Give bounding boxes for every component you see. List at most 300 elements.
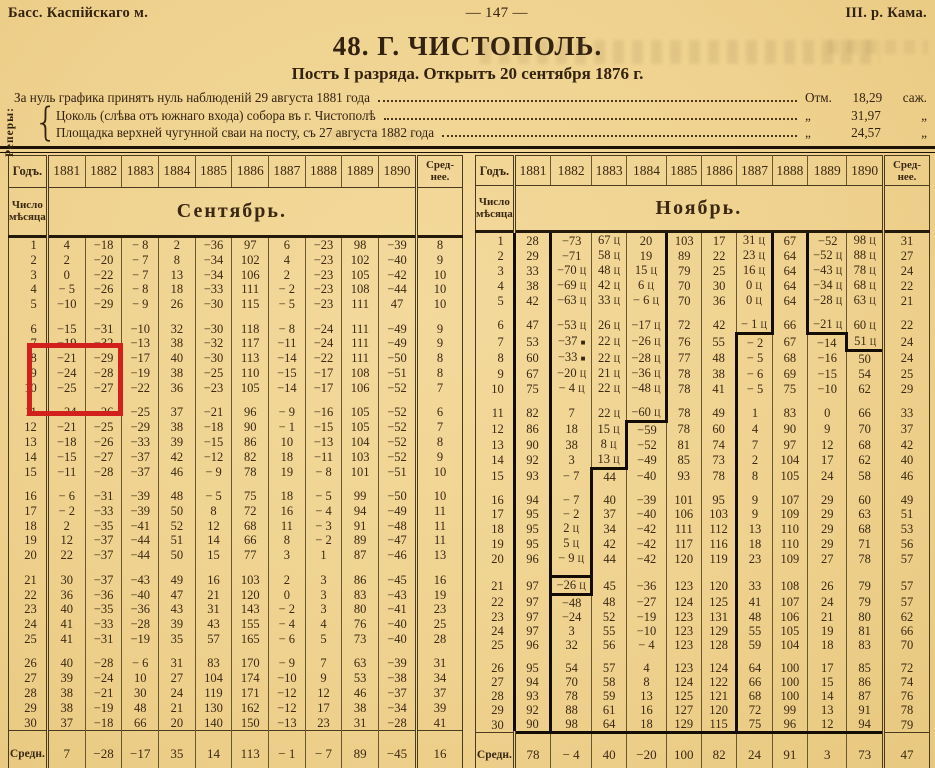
table-row xyxy=(9,587,463,602)
value-cell: 131 xyxy=(701,610,736,624)
ice-drift-marker: Ц xyxy=(579,581,586,591)
value-cell: 80 xyxy=(847,610,884,624)
value-cell: 100 xyxy=(772,689,807,703)
mean-cell: 11 xyxy=(417,533,463,548)
year-cell: 1888 xyxy=(772,156,807,186)
value-cell xyxy=(378,563,416,573)
page-subtitle: Постъ I разряда. Открытъ 20 сентября 1876 г. xyxy=(291,64,644,83)
value-cell: 18 xyxy=(627,717,666,733)
value-cell: 78 xyxy=(847,551,884,566)
year-cell: 1889 xyxy=(808,156,847,186)
value-cell: −13 xyxy=(122,336,159,351)
value-cell: −34 xyxy=(195,267,232,282)
value-cell: 25 xyxy=(701,263,736,278)
value-cell xyxy=(514,308,551,317)
mean-cell: 22 xyxy=(884,317,930,334)
value-cell: −50 xyxy=(378,351,416,366)
value-cell: 87 xyxy=(342,548,379,563)
mean-cell: 9 xyxy=(417,336,463,351)
mean-header-cell xyxy=(417,187,463,236)
day-label-cell: Число мѣсяца xyxy=(9,187,48,236)
value-unit: саж. xyxy=(902,90,927,105)
value-cell: −43 xyxy=(122,572,159,587)
value-cell: 66 xyxy=(772,317,807,334)
table-row xyxy=(476,278,930,293)
value-cell: 35 xyxy=(159,731,196,768)
value-cell: 78 xyxy=(551,689,592,703)
value-cell: 2 xyxy=(47,518,85,533)
value-cell: 94 xyxy=(514,675,551,689)
value-cell: 90 xyxy=(772,422,807,438)
value-cell: − 6 xyxy=(737,366,772,381)
value-cell: −18 xyxy=(47,435,85,450)
value-cell: 108 xyxy=(772,577,807,595)
value-cell: −10 xyxy=(808,381,847,396)
value-cell: −28 xyxy=(85,656,122,671)
value-cell: 117 xyxy=(232,336,269,351)
table-row xyxy=(9,518,463,533)
ice-drift-marker: Ц xyxy=(579,320,587,331)
value-cell: −28 Ц xyxy=(627,350,666,366)
mean-header-cell: Сред- нее. xyxy=(417,156,463,188)
value-cell: −23 xyxy=(305,267,342,282)
value-cell: −37 xyxy=(122,449,159,464)
value-cell: −46 xyxy=(378,548,416,563)
value-cell: 82 xyxy=(232,449,269,464)
day-cell xyxy=(476,308,515,317)
benchmark-line xyxy=(56,107,929,124)
value-cell: 43 xyxy=(195,617,232,632)
day-cell xyxy=(476,566,515,577)
value-cell xyxy=(269,395,306,405)
value-cell: −42 xyxy=(378,267,416,282)
value-cell: 106 xyxy=(666,507,701,521)
value-cell: 26 Ц xyxy=(591,317,626,334)
mean-row xyxy=(476,733,930,768)
day-cell: 12 xyxy=(491,422,504,437)
day-cell: 20 xyxy=(24,548,37,563)
value-cell: 120 xyxy=(666,551,701,566)
value-cell xyxy=(591,484,626,493)
value-cell: −26 Ц xyxy=(627,334,666,351)
year-cell: 1887 xyxy=(269,156,306,188)
mean-cell: 11 xyxy=(417,518,463,533)
value-cell xyxy=(847,396,884,405)
value-cell: 68 xyxy=(232,518,269,533)
value-cell: −27 xyxy=(627,595,666,611)
value-cell: −10 xyxy=(122,321,159,336)
value-cell: 77 xyxy=(232,548,269,563)
day-cell xyxy=(476,652,515,661)
value-cell: 17 xyxy=(808,661,847,675)
value-cell: −20 Ц xyxy=(551,366,592,381)
value-cell: 120 xyxy=(701,703,736,717)
value-cell xyxy=(342,646,379,656)
value-cell: −36 Ц xyxy=(627,366,666,381)
value-cell: 13 xyxy=(808,703,847,717)
value-cell: 8 xyxy=(737,469,772,485)
value-cell: −45 xyxy=(378,572,416,587)
value-cell: −32 xyxy=(195,336,232,351)
value-cell: 3 xyxy=(808,733,847,768)
value-cell: −52 xyxy=(378,381,416,396)
table-row xyxy=(9,321,463,336)
value-cell: −26 xyxy=(85,435,122,450)
day-cell: 14 xyxy=(24,449,37,464)
value-cell: 98 xyxy=(342,236,379,252)
day-cell: 24 xyxy=(24,617,37,632)
value-cell: − 6 xyxy=(122,656,159,671)
day-cell: 15 xyxy=(491,469,504,484)
mean-cell: 31 xyxy=(884,232,930,249)
value-cell: 38 xyxy=(701,366,736,381)
value-cell: 27 xyxy=(159,671,196,686)
value-cell: −52 xyxy=(378,435,416,450)
ice-drift-marker: Ц xyxy=(613,424,620,435)
day-cell: 16 xyxy=(24,489,37,503)
value-cell: 24 xyxy=(159,686,196,701)
value-cell: −18 xyxy=(85,236,122,252)
value-cell: 17 xyxy=(305,700,342,715)
mean-cell: 25 xyxy=(884,366,930,381)
value-cell xyxy=(772,566,807,577)
mean-cell: 8 xyxy=(417,351,463,366)
value-cell: 33 xyxy=(514,263,551,278)
ice-drift-marker: Ц xyxy=(654,337,661,348)
value-cell: 16 xyxy=(627,703,666,717)
value-cell: 102 xyxy=(342,252,379,267)
benchmark-value xyxy=(805,124,929,141)
mean-cell: 49 xyxy=(884,493,930,507)
table-row xyxy=(9,464,463,479)
value-cell xyxy=(47,312,85,322)
value-cell: 99 xyxy=(342,489,379,504)
table-row xyxy=(476,366,930,381)
value-cell: 97 xyxy=(514,577,551,595)
value-cell: −19 xyxy=(122,366,159,381)
value-cell: 23 xyxy=(737,551,772,566)
value-cell: −28 xyxy=(85,464,122,479)
mean-cell: 34 xyxy=(417,671,463,686)
day-cell: 29 xyxy=(24,700,37,715)
value-cell: 93 xyxy=(666,469,701,485)
value-cell: 66 xyxy=(737,675,772,689)
mean-cell xyxy=(417,312,463,322)
ice-drift-marker: Ц xyxy=(613,455,620,465)
value-cell: 19 xyxy=(269,464,306,479)
month-cell: Сентябрь. xyxy=(47,187,416,236)
value-cell: −26 xyxy=(85,282,122,297)
year-header-row xyxy=(9,156,463,188)
zero-datum-line xyxy=(14,90,929,106)
ice-drift-marker: Ц xyxy=(869,336,877,347)
value-cell: − 4 xyxy=(551,733,592,768)
value-cell: 140 xyxy=(195,715,232,730)
value-cell: 13 xyxy=(159,267,196,282)
value-cell: 67 xyxy=(514,366,551,381)
value-cell: 93 xyxy=(514,469,551,485)
value-cell: −40 xyxy=(122,587,159,602)
value-cell: −15 xyxy=(47,449,85,464)
value-cell: −44 xyxy=(122,533,159,548)
value-cell xyxy=(47,646,85,656)
value-cell: 36 xyxy=(159,381,196,396)
value-cell: 53 xyxy=(514,334,551,351)
value-cell: 100 xyxy=(666,733,701,768)
day-cell: 10 xyxy=(491,381,504,396)
value-cell: 29 xyxy=(808,536,847,551)
value-cell: 70 xyxy=(551,675,592,689)
mean-cell: 9 xyxy=(417,252,463,267)
value-cell xyxy=(772,484,807,493)
value-cell: 55 xyxy=(701,334,736,351)
ice-drift-marker: Ц xyxy=(835,281,843,291)
value-cell xyxy=(514,652,551,661)
ice-drift-marker: Ц xyxy=(572,539,580,549)
value-cell: 124 xyxy=(666,595,701,611)
value-cell: 41 xyxy=(47,617,85,632)
value-cell: −52 xyxy=(378,405,416,420)
mean-cell: 42 xyxy=(884,437,930,452)
value-cell: −14 xyxy=(269,351,306,366)
value-cell xyxy=(701,566,736,577)
value-cell xyxy=(627,308,666,317)
ice-drift-marker: Ц xyxy=(579,369,587,379)
value-cell xyxy=(808,396,847,405)
value-cell: 18 xyxy=(269,449,306,464)
ice-drift-marker: Ц xyxy=(835,266,843,276)
value-cell: 3 xyxy=(305,572,342,587)
value-cell: 110 xyxy=(772,521,807,536)
day-cell: 2 xyxy=(497,248,504,263)
mean-cell: 8 xyxy=(417,366,463,381)
ice-drift-marker: Ц xyxy=(613,251,621,261)
day-cell: 25 xyxy=(24,631,37,646)
value-cell: 15 xyxy=(808,675,847,689)
value-cell: 81 xyxy=(847,624,884,638)
value-cell: 63 xyxy=(847,507,884,521)
value-cell: 31 Ц xyxy=(737,232,772,249)
year-cell: 1883 xyxy=(122,156,159,188)
value-cell: −10 xyxy=(269,671,306,686)
benchmark-text: Цоколь (слѣва отъ южнаго входа) собора въ г. Чистополѣ xyxy=(56,108,376,123)
value-cell: −39 xyxy=(122,503,159,518)
value-cell: 78 xyxy=(666,405,701,422)
value-cell: 38 xyxy=(159,366,196,381)
year-cell: 1886 xyxy=(232,156,269,188)
mean-cell: 10 xyxy=(417,282,463,297)
value-cell: 103 xyxy=(701,507,736,521)
value-cell: 37 xyxy=(159,405,196,420)
day-cell: 19 xyxy=(491,536,504,551)
section-divider-rule xyxy=(0,146,935,153)
group-spacer-row xyxy=(9,646,463,656)
ice-drift-marker: Ц xyxy=(654,408,661,418)
day-cell: 4 xyxy=(497,278,504,293)
value-cell: 81 xyxy=(666,437,701,452)
dot-leader xyxy=(378,99,797,102)
value-cell xyxy=(737,652,772,661)
day-cell: 7 xyxy=(30,336,37,351)
day-cell: 15 xyxy=(24,464,37,479)
mean-cell: 70 xyxy=(884,638,930,652)
table-row xyxy=(476,595,930,611)
mean-cell: 33 xyxy=(884,405,930,422)
value-cell: 47 xyxy=(514,317,551,334)
value-cell: −29 xyxy=(85,297,122,312)
ice-drift-marker: Ц xyxy=(835,251,843,261)
mean-cell: 10 xyxy=(417,489,463,504)
value-cell: 0 xyxy=(808,405,847,422)
value-cell: 66 xyxy=(847,405,884,422)
dot-leader xyxy=(442,134,797,137)
mean-cell: 66 xyxy=(884,624,930,638)
value-cell: −16 xyxy=(305,405,342,420)
value-cell: 36 xyxy=(47,587,85,602)
value-cell: − 4 xyxy=(305,503,342,518)
day-cell xyxy=(476,484,515,493)
value-cell: −27 xyxy=(85,449,122,464)
year-cell: 1881 xyxy=(47,156,85,188)
value-cell: 18 xyxy=(159,282,196,297)
value-cell: 97 xyxy=(232,236,269,252)
value-prefix: „ xyxy=(805,108,811,123)
value-cell xyxy=(85,312,122,322)
value-cell: 48 Ц xyxy=(591,263,626,278)
ice-cover-marker: ■ xyxy=(580,337,586,347)
value-cell xyxy=(666,566,701,577)
value-cell: 111 xyxy=(342,351,379,366)
value-cell: −36 xyxy=(122,602,159,617)
value-cell: − 1 xyxy=(269,731,306,768)
day-cell: 12 xyxy=(24,420,37,435)
value-cell: 110 xyxy=(772,536,807,551)
value-cell: 75 xyxy=(232,489,269,504)
value-cell: −15 xyxy=(808,366,847,381)
page-header xyxy=(0,0,935,22)
table-row xyxy=(476,689,930,703)
group-spacer-row xyxy=(476,396,930,405)
mean-cell: 21 xyxy=(884,293,930,308)
value-cell: −37 ■ xyxy=(551,334,592,351)
benchmarks-brace: { xyxy=(34,99,58,146)
value-cell: −33 ■ xyxy=(551,350,592,366)
value-cell xyxy=(269,312,306,322)
value-cell xyxy=(666,396,701,405)
value-cell: − 7 xyxy=(551,469,592,485)
value-cell: 83 xyxy=(342,587,379,602)
value-cell: 3 xyxy=(269,548,306,563)
value-cell: 30 xyxy=(701,278,736,293)
year-cell: 1882 xyxy=(551,156,592,186)
value-cell: 71 xyxy=(847,536,884,551)
value-cell: − 6 xyxy=(47,489,85,504)
ice-drift-marker: Ц xyxy=(613,408,621,419)
day-cell: 26 xyxy=(491,661,504,675)
mean-header-cell: Сред- нее. xyxy=(884,156,930,186)
value-cell: 0 Ц xyxy=(737,278,772,293)
value-cell: 18 xyxy=(737,536,772,551)
value-cell: 2 xyxy=(47,252,85,267)
mean-cell xyxy=(417,563,463,573)
day-cell: 3 xyxy=(30,267,37,282)
value-cell: 78 xyxy=(701,469,736,485)
mean-cell: 37 xyxy=(417,686,463,701)
value-cell xyxy=(772,652,807,661)
value-cell: 82 xyxy=(514,405,551,422)
value-cell: 73 xyxy=(847,733,884,768)
table-row xyxy=(9,297,463,312)
value-cell: 89 xyxy=(666,248,701,263)
value-cell: 54 xyxy=(551,661,592,675)
value-cell: 48 xyxy=(122,700,159,715)
value-cell: 107 xyxy=(772,595,807,611)
value-cell: 86 xyxy=(232,435,269,450)
value-cell: 83 xyxy=(195,656,232,671)
mean-cell xyxy=(884,396,930,405)
value-cell: 116 xyxy=(701,536,736,551)
value-cell: 64 xyxy=(772,278,807,293)
value-cell: 111 xyxy=(342,336,379,351)
day-cell: 3 xyxy=(497,263,504,278)
value-cell: 97 xyxy=(772,437,807,452)
value-cell xyxy=(232,646,269,656)
value-cell: − 8 xyxy=(122,236,159,252)
value-cell: −39 xyxy=(378,656,416,671)
value-cell: 0 Ц xyxy=(737,293,772,308)
value-cell: 55 xyxy=(591,624,626,638)
value-cell: −21 xyxy=(47,420,85,435)
mean-row xyxy=(9,731,463,768)
value-cell: 86 xyxy=(342,572,379,587)
value-cell: 72 xyxy=(232,503,269,518)
value-cell: 105 xyxy=(342,405,379,420)
value-cell: 79 xyxy=(847,577,884,595)
value-cell: 6 Ц xyxy=(627,278,666,293)
year-cell: 1881 xyxy=(514,156,551,186)
value-cell: −28 xyxy=(85,366,122,381)
value-number: 31,97 xyxy=(851,108,881,123)
ice-cover-marker: ■ xyxy=(580,354,586,363)
day-cell xyxy=(476,396,515,405)
mean-cell: 29 xyxy=(884,381,930,396)
value-cell xyxy=(378,646,416,656)
value-cell: 18 xyxy=(269,489,306,504)
value-cell: 96 xyxy=(514,551,551,566)
value-cell: 108 xyxy=(342,282,379,297)
mean-cell: 47 xyxy=(884,733,930,768)
value-cell: 60 xyxy=(514,350,551,366)
ice-drift-marker: Ц xyxy=(613,281,621,291)
value-cell: 127 xyxy=(666,703,701,717)
table-row xyxy=(476,577,930,595)
value-cell: 128 xyxy=(701,638,736,652)
value-cell: 155 xyxy=(232,617,269,632)
ice-drift-marker: Ц xyxy=(610,440,617,450)
mean-header-cell xyxy=(884,186,930,232)
year-header-row xyxy=(476,156,930,186)
value-cell: 21 xyxy=(808,610,847,624)
ice-drift-marker: Ц xyxy=(835,320,843,330)
value-cell: 5 xyxy=(305,632,342,647)
value-cell: 4 xyxy=(737,422,772,438)
value-cell: −53 Ц xyxy=(551,317,592,334)
value-cell: 34 xyxy=(591,521,626,536)
mean-cell: 23 xyxy=(417,602,463,617)
value-cell: 96 xyxy=(232,405,269,420)
value-cell: 40 xyxy=(159,351,196,366)
value-cell: −37 xyxy=(122,464,159,479)
